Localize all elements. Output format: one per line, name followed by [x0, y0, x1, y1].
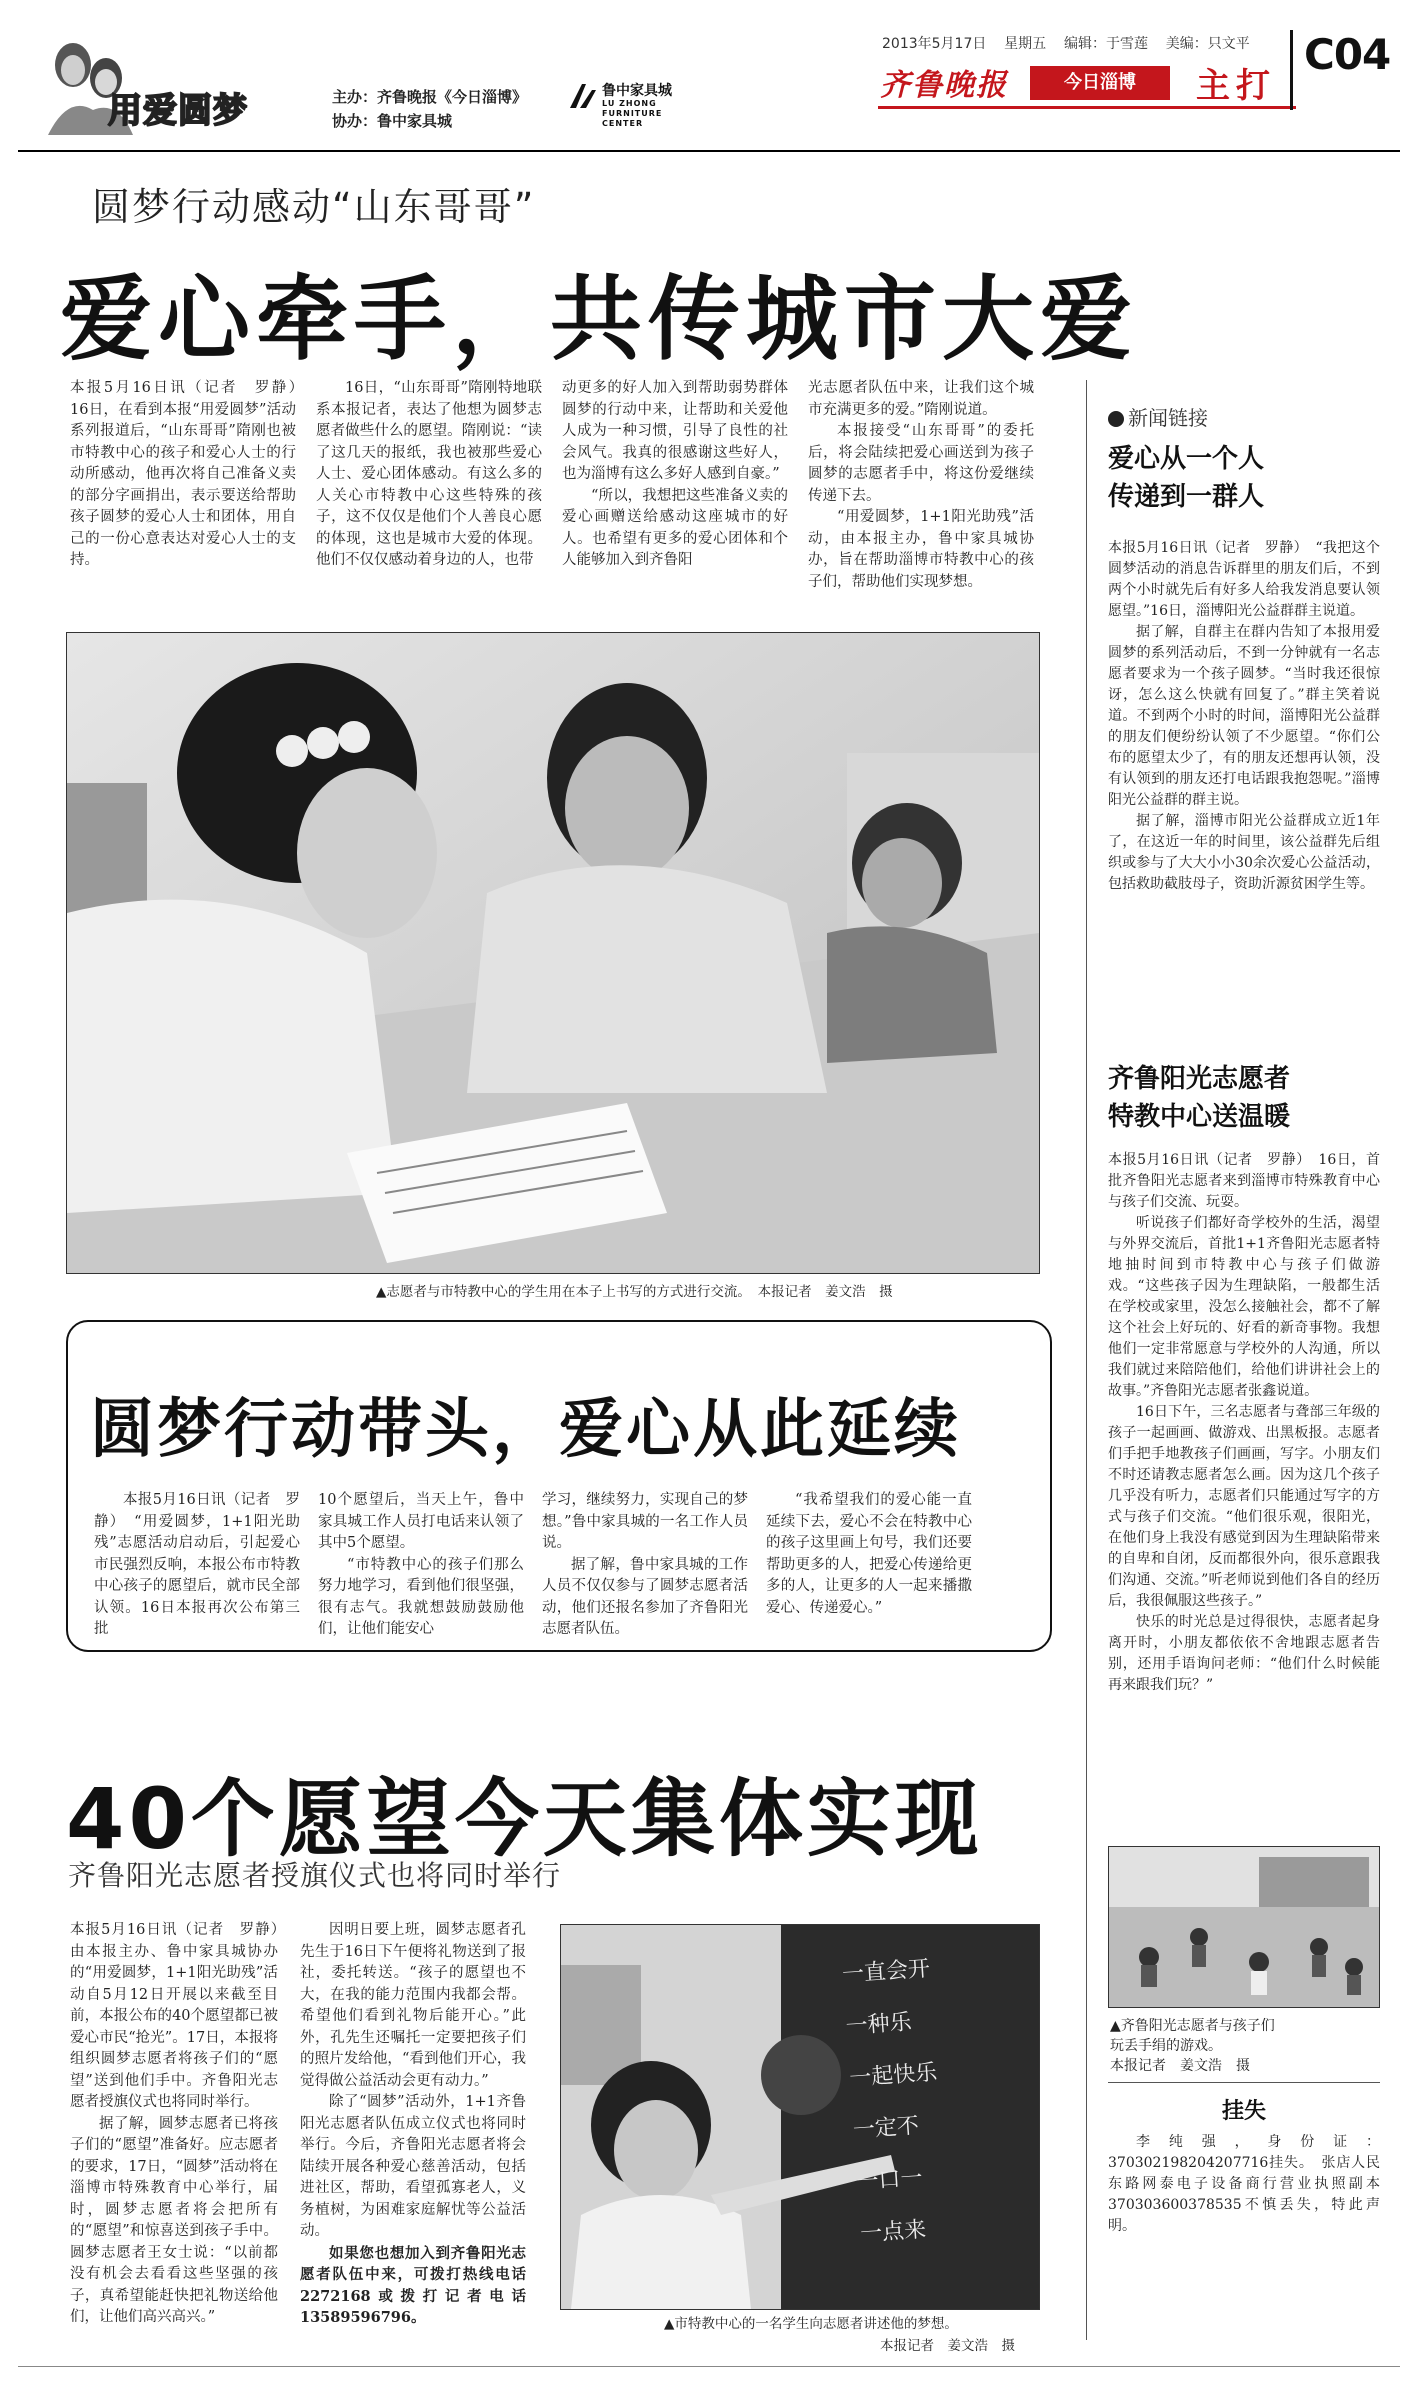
section-tab	[1030, 66, 1170, 100]
lost-title: 挂失	[1221, 2099, 1266, 2124]
masthead	[0, 0, 1417, 150]
sidebar-label-text: 新闻链接	[1128, 406, 1208, 430]
sidebar-b-body	[1108, 1150, 1380, 1820]
story3-para: 本报5月16日讯（记者 罗静） 由本报主办、鲁中家具城协办的“用爱圆梦，1+1阳光助残”活动自5月12日开展以来截至目前，本报公布的40个愿望都已被爱心市民“抢光”。17日，本报将组织圆梦志愿者将孩子们的“愿望”送到他们手中。齐鲁阳光志愿者授旗仪式也将同时举行。	[70, 1922, 293, 2110]
story2-para: 10个愿望后，当天上午，鲁中家具城工作人员打电话来认领了其中5个愿望。	[318, 1492, 524, 1551]
story1-col4	[808, 378, 1034, 598]
story2-para: 本报5月16日讯（记者 罗静） “用爱圆梦，1+1阳光助残”志愿活动启动后，引起爱心市民强烈反响，本报公布市特教中心孩子的愿望后，就市民全部认领。16日本报再次公布第三批	[94, 1492, 300, 1637]
story3-col1	[70, 1920, 293, 2340]
story1-para: 16日，“山东哥哥”隋刚特地联系本报记者，表达了他想为圆梦志愿者做些什么的愿望。隋刚说：“读了这几天的报纸，我也被那些爱心人士、爱心团体感动。有这么多的人关心市特教中心这些特殊的孩子，这不仅仅是他们个人善良心愿的体现，这也是城市大爱的体现。他们不仅仅感动着身边的人，也带	[316, 380, 542, 568]
chalkboard-writing	[840, 1937, 1041, 2261]
host-line: 主办：齐鲁晚报《今日淄博》	[332, 88, 528, 106]
story1-col1	[70, 378, 311, 598]
issue-weekday: 星期五	[1004, 36, 1047, 52]
masthead-red-rule	[878, 106, 1296, 109]
sidebar-photo-caption-l2: 玩丢手绢的游戏。	[1110, 2038, 1222, 2054]
story2-col1	[94, 1490, 300, 1640]
sidebar-a-para: 据了解，淄博市阳光公益群成立近1年了，在这近一年的时间里，该公益群先后组织或参与了大大小小30余次爱心公益活动，包括救助截肢母子，资助沂源贫困学生等。	[1108, 813, 1380, 892]
story1-col2	[316, 378, 542, 598]
sidebar-b-para: 快乐的时光总是过得很快，志愿者起身离开时，小朋友都依依不舍地跟志愿者告别，还用手语询问老师：“他们什么时候能再来跟我们玩？”	[1108, 1614, 1380, 1693]
story3-subheadline: 齐鲁阳光志愿者授旗仪式也将同时举行	[68, 1859, 562, 1892]
column-label: 主打	[1196, 66, 1276, 106]
sponsor-logo-icon	[568, 82, 598, 110]
sponsor-logo-name: 鲁中家具城	[602, 83, 672, 99]
chalk-line: 一直会开	[841, 1956, 931, 1988]
story2-para: 学习，继续努力，实现自己的梦想。”鲁中家具城的一名工作人员说。	[542, 1492, 748, 1551]
sidebar-b-para: 听说孩子们都好奇学校外的生活，渴望与外界交流后，首批1+1齐鲁阳光志愿者特地抽时间到市特教中心与孩子们做游戏。“这些孩子因为生理缺陷，一般都生活在学校或家里，没怎么接触社会，都不了解这个社会上好玩的、好看的新奇事物。我想他们一定非常愿意与学校外的人沟通，所以我们就过来陪陪他们，给他们讲讲社会上的故事。”齐鲁阳光志愿者张鑫说道。	[1108, 1215, 1380, 1399]
chalk-line: 一起快乐	[848, 2060, 939, 2092]
story1-col3	[562, 378, 788, 598]
story2-col2	[318, 1490, 524, 1640]
designer-credit: 美编：只文平	[1165, 36, 1250, 52]
banner-title: 用爱圆梦	[108, 91, 248, 131]
story2-para: 据了解，鲁中家具城的工作人员不仅仅参与了圆梦志愿者活动，他们还报名参加了齐鲁阳光志愿者队伍。	[542, 1556, 748, 1637]
story1-para: 本报接受“山东哥哥”的委托后，将会陆续把爱心画送到为孩子圆梦的志愿者手中，将这份爱继续传递下去。	[808, 423, 1034, 504]
story1-para: “所以，我想把这些准备义卖的爱心画赠送给感动这座城市的好人。也希望有更多的爱心团体和个人能够加入到齐鲁阳	[562, 487, 788, 568]
sidebar-b-headline-l1: 齐鲁阳光志愿者	[1108, 1064, 1291, 1094]
sponsor-logo-en2: FURNITURE	[602, 109, 663, 118]
story3-para: 如果您也想加入到齐鲁阳光志愿者队伍中来，可拨打热线电话2272168或拨打记者电话13589596796。	[300, 2244, 526, 2326]
sidebar-photo-credit: 本报记者 姜文浩 摄	[1110, 2058, 1250, 2074]
story3-photo-credit: 本报记者 姜文浩 摄	[880, 2338, 1015, 2354]
co-host-line: 协办：鲁中家具城	[332, 112, 453, 130]
sidebar-a-body	[1108, 538, 1380, 1038]
sidebar-photo-caption-l1: ▲齐鲁阳光志愿者与孩子们	[1110, 2018, 1275, 2034]
frame-top	[18, 150, 1400, 152]
story1-para: 本报5月16日讯（记者 罗静） 16日，在看到本报“用爱圆梦”活动系列报道后，“山东哥哥”隋刚也被市特教中心的孩子和爱心人士的行动所感动，他再次将自己准备义卖的部分字画捐出，表示要送给帮助孩子圆梦的爱心人士和团体，用自己的一份心意表达对爱心人士的支持。	[70, 380, 311, 568]
story1-kicker: 圆梦行动感动“山东哥哥”	[92, 185, 536, 229]
sidebar-a-headline-l1: 爱心从一个人	[1108, 444, 1265, 474]
story3-para: 据了解，圆梦志愿者已将孩子们的“愿望”准备好。应志愿者的要求，17日，“圆梦”活动将在淄博市特殊教育中心举行，届时，圆梦志愿者将会把所有的“愿望”和惊喜送到孩子手中。圆梦志愿者王女士说：“以前都没有机会去看看这些坚强的孩子，真希望能赶快把礼物送给他们，让他们高兴高兴。”	[70, 2115, 278, 2325]
chalk-line: 一口一	[855, 2165, 924, 2196]
story2-para: “我希望我们的爱心能一直延续下去，爱心不会在特教中心的孩子这里画上句号，我们还要帮助更多的人，把爱心传递给更多的人，让更多的人一起来播撒爱心、传递爱心。”	[766, 1492, 972, 1616]
story3-col2	[300, 1920, 526, 2340]
story3-para: 因明日要上班，圆梦志愿者孔先生于16日下午便将礼物送到了报社，委托转送。“孩子的愿望也不大，在我的能力范围内我都会帮。希望他们看到礼物后能开心。”此外，孔先生还嘱托一定要把孩子们的照片发给他，“看到他们开心，我觉得做公益活动会更有动力。”	[300, 1922, 526, 2089]
sidebar-b-headline	[1108, 1060, 1290, 1136]
story1-para: 动更多的好人加入到帮助弱势群体圆梦的行动中来，让帮助和关爱他人成为一种习惯，引导了良性的社会风气。我真的很感谢这些好人，也为淄博有这么多好人感到自豪。”	[562, 380, 788, 482]
sidebar-a-para: 本报5月16日讯（记者 罗静） “我把这个圆梦活动的消息告诉群里的朋友们后，不到两个小时就先后有好多人给我发消息要认领愿望。”16日，淄博阳光公益群群主说道。	[1108, 540, 1380, 619]
sidebar-b-headline-l2: 特教中心送温暖	[1108, 1102, 1291, 1132]
page-number: C04	[1304, 30, 1391, 79]
story3-photo-caption: ▲市特教中心的一名学生向志愿者讲述他的梦想。	[664, 2316, 958, 2332]
section-name: 今日淄博	[1064, 72, 1136, 93]
sponsor-logo-en1: LU ZHONG	[602, 99, 657, 108]
story2-col4	[766, 1490, 972, 1640]
sidebar-label	[1108, 402, 1208, 431]
masthead-meta	[882, 33, 1250, 53]
story1-para: 光志愿者队伍中来，让我们这个城市充满更多的爱。”隋刚说道。	[808, 380, 1034, 418]
sidebar-divider	[1086, 380, 1087, 2340]
sidebar-b-para: 16日下午，三名志愿者与聋部三年级的孩子一起画画、做游戏、出黑板报。志愿者们手把手地教孩子们画画，写字。小朋友们不时还请教志愿者怎么画。因为这几个孩子几乎没有听力，志愿者们只能通过写字的方式与孩子们交流。“他们很乐观，很阳光，在他们身上我没有感觉到因为生理缺陷带来的自卑和自闭，反而都很外向，很乐意跟我们沟通、交流。”听老师说到他们各自的经历后，我很佩服这些孩子。”	[1108, 1404, 1380, 1609]
story1-headline: 爱心牵手，共传城市大爱	[60, 266, 1139, 373]
chalk-line: 一种乐	[844, 2009, 913, 2040]
chalk-line: 一定不	[852, 2113, 920, 2144]
chalk-line: 一点来	[859, 2217, 927, 2247]
frame-bottom	[18, 2366, 1400, 2367]
story2-headline: 圆梦行动带头，爱心从此延续	[90, 1393, 961, 1467]
story2-para: “市特教中心的孩子们那么努力地学习，看到他们很坚强，很有志气。我就想鼓励鼓励他们，让他们能安心	[318, 1556, 524, 1637]
lost-notice	[1108, 2132, 1380, 2332]
news-link-icon	[1108, 411, 1124, 427]
story1-para: “用爱圆梦，1+1阳光助残”活动，由本报主办，鲁中家具城协办，旨在帮助淄博市特教中心的孩子们，帮助他们实现梦想。	[808, 509, 1034, 590]
issue-date: 2013年5月17日	[882, 36, 987, 52]
sidebar-a-headline-l2: 传递到一群人	[1108, 482, 1265, 512]
sidebar-photo	[1108, 1846, 1380, 2008]
story2-col3	[542, 1490, 748, 1640]
sponsor-logo	[568, 80, 688, 140]
sidebar-a-headline	[1108, 440, 1264, 516]
paper-name: 齐鲁晚报	[880, 68, 1008, 103]
lost-notice-text: 李纯强，身份证：370302198204207716挂失。 张店人民东路网泰电子设备商行营业执照副本370303600378535不慎丢失，特此声明。	[1108, 2134, 1380, 2234]
editor-credit: 编辑：于雪莲	[1063, 36, 1148, 52]
sponsor-logo-en3: CENTER	[602, 119, 644, 128]
story1-photo	[66, 632, 1040, 1274]
story3-photo	[560, 1924, 1040, 2310]
story3-headline: 40个愿望今天集体实现	[66, 1770, 983, 1868]
story3-para: 除了“圆梦”活动外，1+1齐鲁阳光志愿者队伍成立仪式也将同时举行。今后，齐鲁阳光志愿者将会陆续开展各种爱心慈善活动，包括进社区，帮助，看望孤寡老人，义务植树，为困难家庭解忧等公益活动。	[300, 2094, 526, 2239]
lost-divider	[1108, 2082, 1380, 2083]
sidebar-b-para: 本报5月16日讯（记者 罗静） 16日，首批齐鲁阳光志愿者来到淄博市特殊教育中心与孩子们交流、玩耍。	[1108, 1152, 1380, 1210]
story1-photo-caption: ▲志愿者与市特教中心的学生用在本子上书写的方式进行交流。 本报记者 姜文浩 摄	[376, 1284, 893, 1300]
masthead-divider	[1290, 30, 1293, 110]
sidebar-a-para: 据了解，自群主在群内告知了本报用爱圆梦的系列活动后，不到一分钟就有一名志愿者要求为一个孩子圆梦。“当时我还很惊讶，怎么这么快就有回复了。”群主笑着说道。不到两个小时的时间，淄博阳光公益群的朋友们便纷纷认领了不少愿望。“你们公布的愿望太少了，有的朋友还想再认领，没有认领到的朋友还打电话跟我抱怨呢。”淄博阳光公益群的群主说。	[1108, 624, 1380, 808]
sidebar-photo-caption	[1110, 2016, 1380, 2076]
